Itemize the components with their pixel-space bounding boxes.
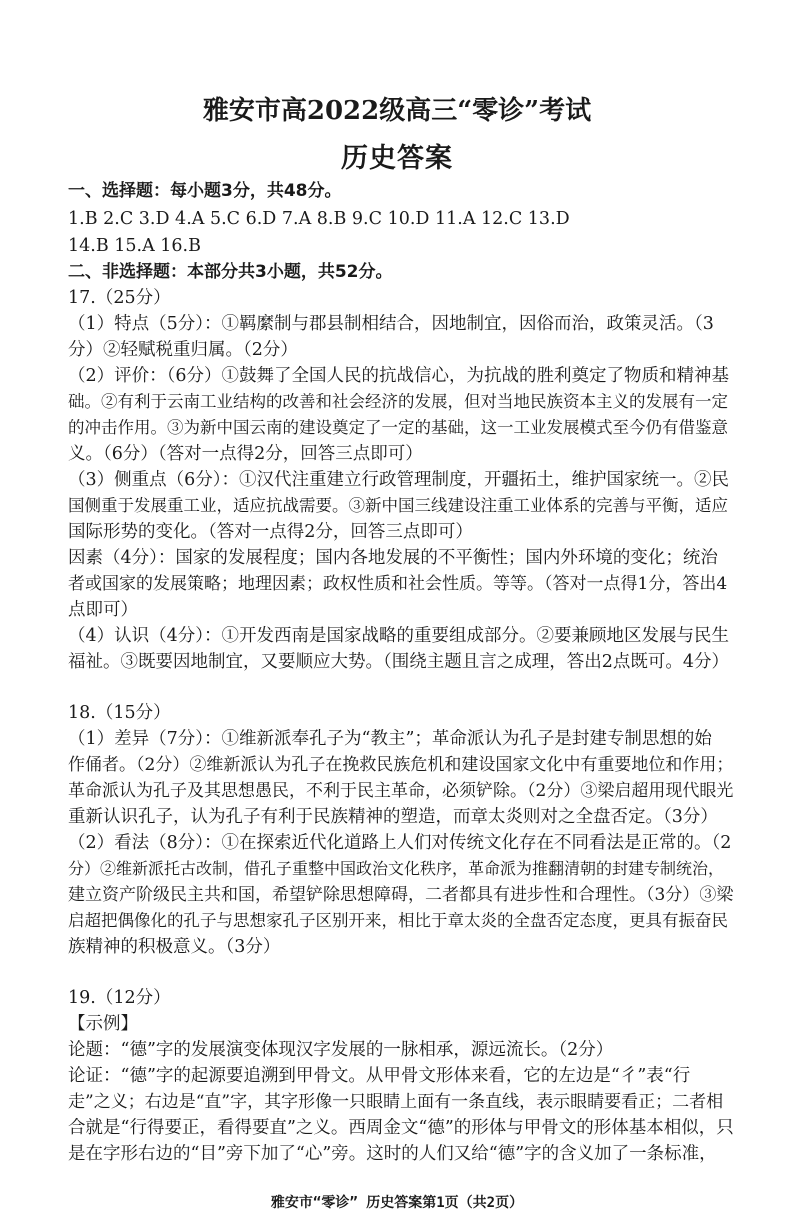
text-line: 建立资产阶级民主共和国，希望铲除思想障碍，二者都具有进步性和合理性。（3分）③梁 bbox=[68, 885, 734, 905]
choice-answers-row-2: 14.B 15.A 16.B bbox=[68, 236, 201, 256]
text-line: 点即可） bbox=[68, 600, 138, 620]
q18-heading: 18.（15分） bbox=[68, 703, 171, 723]
text-line: 国际形势的变化。（答对一点得2分，回答三点即可） bbox=[68, 522, 473, 542]
q17-heading: 17.（25分） bbox=[68, 288, 171, 308]
text-line: 因素（4分）：国家的发展程度；国内各地发展的不平衡性；国内外环境的变化；统治 bbox=[68, 548, 718, 568]
page-footer: 雅安市“零诊” 历史答案第1页（共2页） bbox=[270, 1195, 524, 1211]
text-line: 重新认识孔子，认为孔子有利于民族精神的塑造，而章太炎则对之全盘否定。（3分） bbox=[68, 807, 718, 827]
text-line: 族精神的积极意义。（3分） bbox=[68, 937, 281, 957]
text-line: （1）特点（5分）：①羁縻制与郡县制相结合，因地制宜，因俗而治，政策灵活。（3 bbox=[68, 314, 714, 334]
text-line: 的冲击作用。③为新中国云南的建设奠定了一定的基础，这一工业发展模式至今仍有借鉴意 bbox=[68, 418, 728, 437]
text-line: 分）②轻赋税重归属。（2分） bbox=[68, 340, 298, 360]
text-line: 论题：“德”字的发展演变体现汉字发展的一脉相承，源远流长。（2分） bbox=[68, 1040, 614, 1060]
choice-answers-row-1: 1.B 2.C 3.D 4.A 5.C 6.D 7.A 8.B 9.C 10.D 11.A 12.C 13.D bbox=[68, 209, 570, 229]
section-two-heading: 二、非选择题：本部分共3小题，共52分。 bbox=[68, 262, 393, 282]
text-line: 【示例】 bbox=[68, 1014, 138, 1034]
text-line: 作俑者。（2分）②维新派认为孔子在挽救民族危机和建设国家文化中有重要地位和作用； bbox=[68, 755, 734, 775]
text-line: 分）②维新派托古改制，借孔子重整中国政治文化秩序，革命派为推翻清朝的封建专制统治， bbox=[68, 859, 725, 878]
section-one-heading: 一、选择题：每小题3分，共48分。 bbox=[68, 181, 342, 201]
text-line: （1）差异（7分）：①维新派奉孔子为“教主”；革命派认为孔子是封建专制思想的始 bbox=[68, 729, 712, 749]
text-line: 福祉。③既要因地制宜，又要顺应大势。（围绕主题且言之成理，答出2点既可。4分） bbox=[68, 652, 730, 672]
text-line: （3）侧重点（6分）：①汉代注重建立行政管理制度，开疆拓土，维护国家统一。②民 bbox=[68, 470, 730, 490]
text-line: （4）认识（4分）：①开发西南是国家战略的重要组成部分。②要兼顾地区发展与民生 bbox=[68, 626, 730, 646]
text-line: （2）评价：（6分）①鼓舞了全国人民的抗战信心，为抗战的胜利奠定了物质和精神基 bbox=[68, 366, 730, 386]
q19-heading: 19.（12分） bbox=[68, 988, 171, 1008]
text-line: 者或国家的发展策略；地理因素；政权性质和社会性质。等等。（答对一点得1分，答出4 bbox=[68, 574, 728, 594]
text-line: 是在字形右边的“目”旁下加了“心”旁。这时的人们又给“德”字的含义加了一条标准， bbox=[68, 1144, 717, 1164]
page-subtitle: 历史答案 bbox=[341, 143, 453, 174]
text-line: 合就是“行得要正，看得要直”之义。西周金文“德”的形体与甲骨文的形体基本相似，只 bbox=[68, 1118, 734, 1138]
text-line: 论证：“德”字的起源要追溯到甲骨文。从甲骨文形体来看，它的左边是“彳”表“行 bbox=[68, 1066, 691, 1086]
text-line: 国侧重于发展重工业，适应抗战需要。③新中国三线建设注重工业体系的完善与平衡，适应 bbox=[68, 496, 728, 515]
text-line: （2）看法（8分）：①在探索近代化道路上人们对传统文化存在不同看法是正常的。（2 bbox=[68, 833, 732, 853]
page-title: 雅安市高2022级高三“零诊”考试 bbox=[202, 96, 592, 126]
text-line: 革命派认为孔子及其思想愚民，不利于民主革命，必须铲除。（2分）③梁启超用现代眼光 bbox=[68, 781, 734, 801]
text-line: 义。（6分）（答对一点得2分，回答三点即可） bbox=[68, 444, 423, 464]
text-line: 走”之义；右边是“直”字，其字形像一只眼睛上面有一条直线，表示眼睛要看正；二者相 bbox=[68, 1092, 724, 1112]
text-line: 础。②有利于云南工业结构的改善和社会经济的发展，但对当地民族资本主义的发展有一定 bbox=[68, 392, 728, 411]
text-line: 启超把偶像化的孔子与思想家孔子区别开来，相比于章太炎的全盘否定态度，更具有振奋民 bbox=[68, 911, 728, 930]
